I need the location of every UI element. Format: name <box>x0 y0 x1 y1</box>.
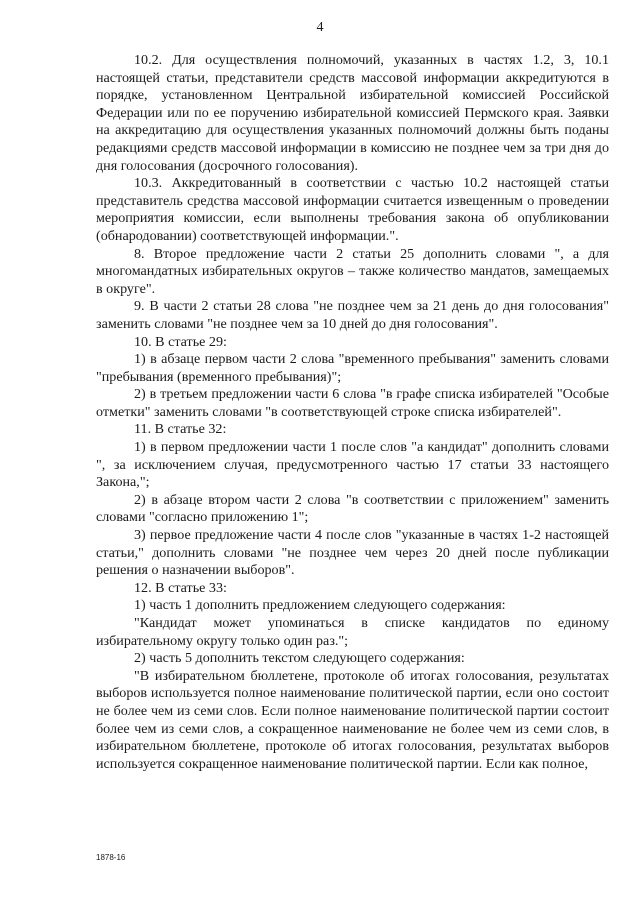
paragraph-item-10-heading: 10. В статье 29: <box>134 333 227 350</box>
document-body <box>96 52 609 773</box>
paragraph-item-8: 8. Второе предложение части 2 статьи 25 дополнить словами ", а для многомандатных избирательных округов – также количество мандатов, замещаемых в округе". <box>96 245 609 297</box>
paragraph-item-10-1: 1) в абзаце первом части 2 слова "временного пребывания" заменить словами "пребывания (временного пребывания)"; <box>96 351 609 385</box>
paragraph-10-3: 10.3. Аккредитованный в соответствии с частью 10.2 настоящей статьи представитель средства массовой информации считается извещенным о проведении мероприятия комиссии, если выполнены требования закона об опубликовании (обнародовании) соответствующей информации.". <box>96 175 609 244</box>
paragraph-item-9: 9. В части 2 статьи 28 слова "не позднее чем за 21 день до дня голосования" заменить словами "не позднее чем за 10 дней до дня голосования". <box>96 298 609 332</box>
paragraph-item-11-2: 2) в абзаце втором части 2 слова "в соответствии с приложением" заменить словами "согласно приложению 1"; <box>96 491 609 526</box>
document-code: 1878-16 <box>96 853 126 862</box>
paragraph-item-11-1: 1) в первом предложении части 1 после слов "а кандидат" дополнить словами ", за исключением случая, предусмотренного частью 17 статьи 33 настоящего Закона,"; <box>96 439 609 491</box>
page-number: 4 <box>316 20 324 35</box>
paragraph-item-11-heading: 11. В статье 32: <box>134 421 227 438</box>
paragraph-item-10-2: 2) в третьем предложении части 6 слова "в графе списка избирателей "Особые отметки" заменить словами "в соответствующей строке списка избирателей". <box>96 386 609 420</box>
paragraph-item-12-2: 2) часть 5 дополнить текстом следующего содержания: <box>134 650 465 667</box>
paragraph-10-2: 10.2. Для осуществления полномочий, указанных в частях 1.2, 3, 10.1 настоящей статьи, представители средств массовой информации аккредитуются в порядке, установленном Центральной избирательной комиссией Российской Федерации или по ее поручению избирательной комиссией Пермского края. Заявки на аккредитацию для осуществления указанных полномочий должны быть поданы редакциями средств массовой информации в комиссию не позднее чем за три дня до дня голосования (досрочного голосования). <box>96 52 609 174</box>
paragraph-item-12-1: 1) часть 1 дополнить предложением следующего содержания: <box>134 597 506 614</box>
paragraph-item-12-heading: 12. В статье 33: <box>134 579 227 596</box>
paragraph-item-11-3: 3) первое предложение части 4 после слов "указанные в частях 1-2 настоящей статьи," дополнить словами "не позднее чем через 20 дней после публикации решения о назначении выборов". <box>96 527 609 579</box>
paragraph-quote-ballot: "В избирательном бюллетене, протоколе об итогах голосования, результатах выборов используется полное наименование политической партии, если оно состоит не более чем из семи слов. Если полное наименование политической партии состоит более чем из семи слов, а сокращенное наименование не более чем из семи слов, в избирательном бюллетене, протоколе об итогах голосования, результатах выборов используется сокращенное наименование политической партии. Если как полное, <box>96 667 609 772</box>
paragraph-quote-candidate: "Кандидат может упоминаться в списке кандидатов по единому избирательному округу только один раз."; <box>96 615 609 649</box>
